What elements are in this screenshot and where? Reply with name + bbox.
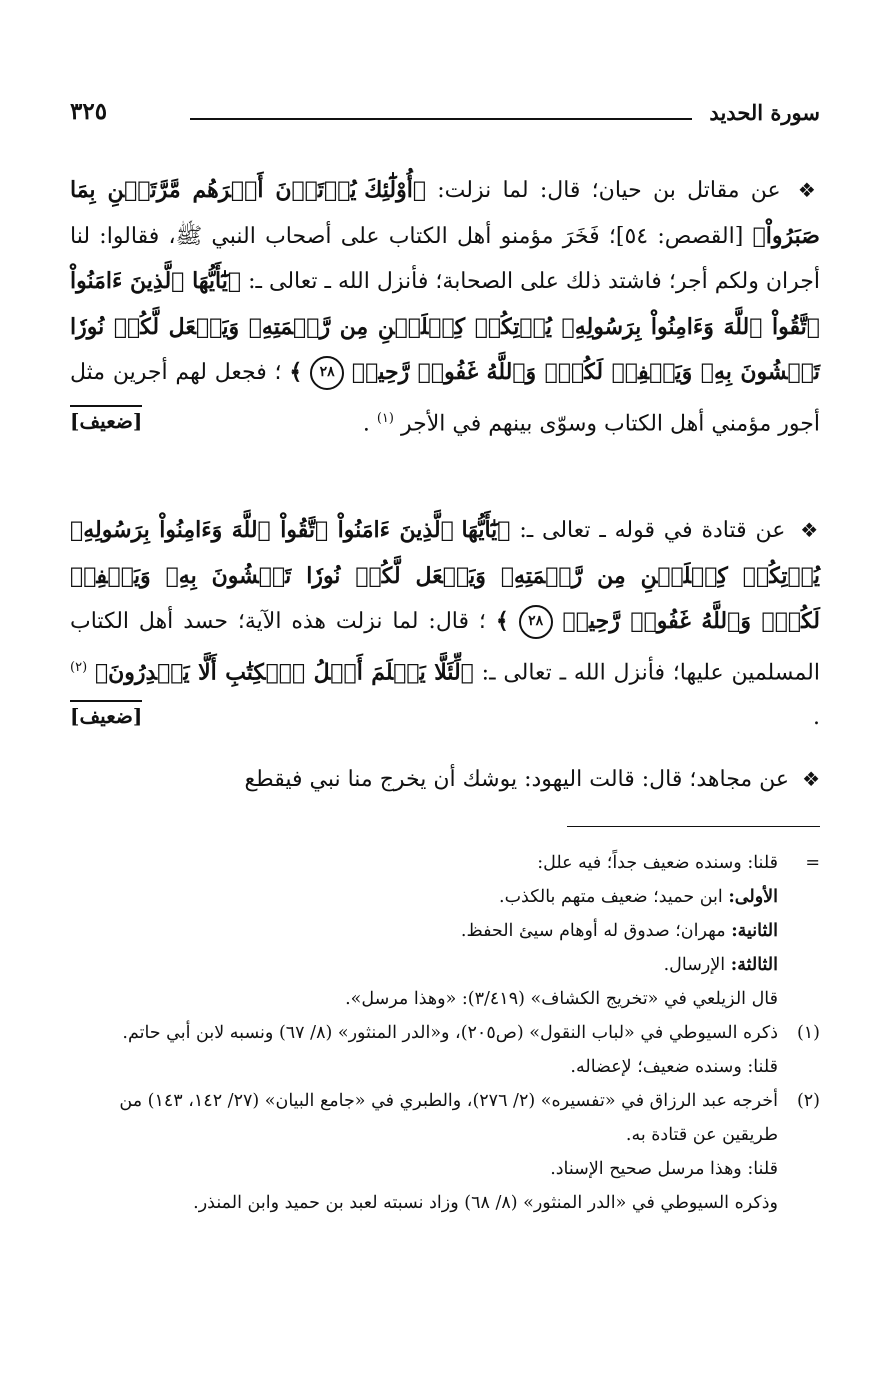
- ayah-number-icon: ٢٨: [310, 356, 344, 390]
- quran-verse: ﴿أُوْلَٰٓئِكَ يُؤۡتَوۡنَ أَجۡرَهُم مَّرَّتَيۡنِ بِمَا صَبَرُواْ﴾: [70, 177, 820, 249]
- footnote-text: وذكره السيوطي في «الدر المنثور» (٨/ ٦٨) وزاد نسبته لعبد بن حميد وابن المنذر.: [193, 1193, 778, 1213]
- narration-text: عن قتادة في قوله ـ تعالى ـ:: [510, 518, 786, 543]
- footnote-lead: الأولى:: [728, 887, 778, 907]
- footnote-line: [70, 982, 820, 1016]
- footnote-text: ابن حميد؛ ضعيف متهم بالكذب.: [499, 887, 729, 907]
- footnote-text: مهران؛ صدوق له أوهام سيئ الحفظ.: [460, 921, 732, 941]
- footnote-line: [70, 1152, 820, 1186]
- footnote-text: قلنا: وهذا مرسل صحيح الإسناد.: [550, 1159, 778, 1179]
- header-rule: [190, 118, 692, 120]
- footnote-line: [70, 1084, 820, 1152]
- ayah-number-icon: ٢٨: [519, 605, 553, 639]
- footnote-separator: [567, 826, 820, 827]
- surah-title: سورة الحديد: [709, 100, 820, 125]
- footnote-marker: (١): [796, 1023, 820, 1043]
- grade-text: [ضعيف]: [70, 700, 142, 728]
- quran-verse: ﴿يَٰٓأَيُّهَا ٱلَّذِينَ ءَامَنُواْ ٱتَّقُواْ ٱللَّهَ وَءَامِنُواْ بِرَسُولِهِۦ يُؤۡتِكُمۡ كِفۡلَيۡنِ مِن رَّحۡمَتِهِۦ وَيَجۡعَل لَّكُمۡ نُورٗا تَمۡشُونَ بِهِۦ وَيَغۡفِرۡ لَكُمۡۚ وَٱللَّهُ غَفُورٞ رَّحِيمٞ: [70, 517, 820, 634]
- footnote-line: [70, 948, 820, 982]
- footnote-text: قلنا: وسنده ضعيف جداً؛ فيه علل:: [537, 853, 778, 873]
- footnote-line: [70, 1016, 820, 1050]
- grade-text: [ضعيف]: [70, 405, 142, 433]
- footnote-text: أخرجه عبد الرزاق في «تفسيره» (٢/ ٢٧٦)، والطبري في «جامع البيان» (٢٧/ ١٤٢، ١٤٣) من طريقين عن قتادة به.: [119, 1091, 778, 1145]
- quran-verse: ﴿لِّئَلَّا يَعۡلَمَ أَهۡلُ ٱلۡكِتَٰبِ أَلَّا يَقۡدِرُونَ﴾: [94, 658, 474, 685]
- bullet-icon: ❖: [800, 518, 820, 542]
- page-number: ٣٢٥: [70, 98, 108, 125]
- footnote-ref: (١): [376, 410, 394, 426]
- footnote-line: [70, 1186, 820, 1220]
- narration-mujahid: [70, 757, 820, 803]
- footnote-ref: (٢): [70, 659, 88, 675]
- footnote-marker: =: [805, 853, 820, 873]
- footnote-lead: الثانية:: [731, 921, 778, 941]
- bullet-icon: ❖: [797, 178, 820, 202]
- narration-muqatil: [70, 168, 820, 436]
- footnote-marker: (٢): [796, 1091, 820, 1111]
- footnote-text: قال الزيلعي في «تخريج الكشاف» (٣/٤١٩): «وهذا مرسل».: [345, 989, 778, 1009]
- grade-label: [70, 701, 820, 731]
- footnote-line: [70, 1050, 820, 1084]
- narration-end: .: [813, 705, 820, 731]
- narration-text: ؛ فجعل لهم أجرين مثل أجور مؤمني أهل الكتاب وسوّى بينهم في الأجر: [70, 360, 820, 436]
- footnote-line: [70, 914, 820, 948]
- narration-text: عن مقاتل بن حيان؛ قال: لما نزلت:: [426, 178, 781, 203]
- narration-text: [القصص: ٥٤]؛ فَخَرَ مؤمنو أهل الكتاب على أصحاب النبي ﷺ، فقالوا: لنا أجران ولكم أجر؛ فاشتد ذلك على الصحابة؛ فأنزل الله ـ تعالى ـ:: [70, 223, 820, 294]
- bullet-icon: ❖: [802, 767, 820, 791]
- narration-text: عن مجاهد؛ قال: قالت اليهود: يوشك أن يخرج منا نبي فيقطع: [244, 767, 790, 792]
- footnote-text: ذكره السيوطي في «لباب النقول» (ص٢٠٥)، و«الدر المنثور» (٨/ ٦٧) ونسبه لابن أبي حاتم.: [122, 1023, 778, 1043]
- footnote-lead: الثالثة:: [730, 955, 778, 975]
- footnote-text: قلنا: وسنده ضعيف؛ لإعضاله.: [570, 1057, 778, 1077]
- quran-close: ﴾: [289, 359, 303, 385]
- narration-text: ؛ قال: لما نزلت هذه الآية؛ حسد أهل الكتاب المسلمين عليها؛ فأنزل الله ـ تعالى ـ:: [70, 609, 820, 685]
- page-header: [70, 98, 820, 138]
- footnotes: [70, 846, 820, 1220]
- narration-qatada: [70, 508, 820, 731]
- footnote-line: [70, 880, 820, 914]
- footnote-text: الإرسال.: [663, 955, 731, 975]
- narration-end: .: [362, 410, 370, 436]
- footnote-line: [70, 846, 820, 880]
- quran-close: ﴾: [495, 608, 509, 634]
- quran-verse: ﴿يَٰٓأَيُّهَا ٱلَّذِينَ ءَامَنُواْ ٱتَّقُواْ ٱللَّهَ وَءَامِنُواْ بِرَسُولِهِۦ يُؤۡتِكُمۡ كِفۡلَيۡنِ مِن رَّحۡمَتِهِۦ وَيَجۡعَل لَّكُمۡ نُورٗا تَمۡشُونَ بِهِۦ وَيَغۡفِرۡ لَكُمۡۚ وَٱللَّهُ غَفُورٞ رَّحِيمٞ: [70, 268, 821, 385]
